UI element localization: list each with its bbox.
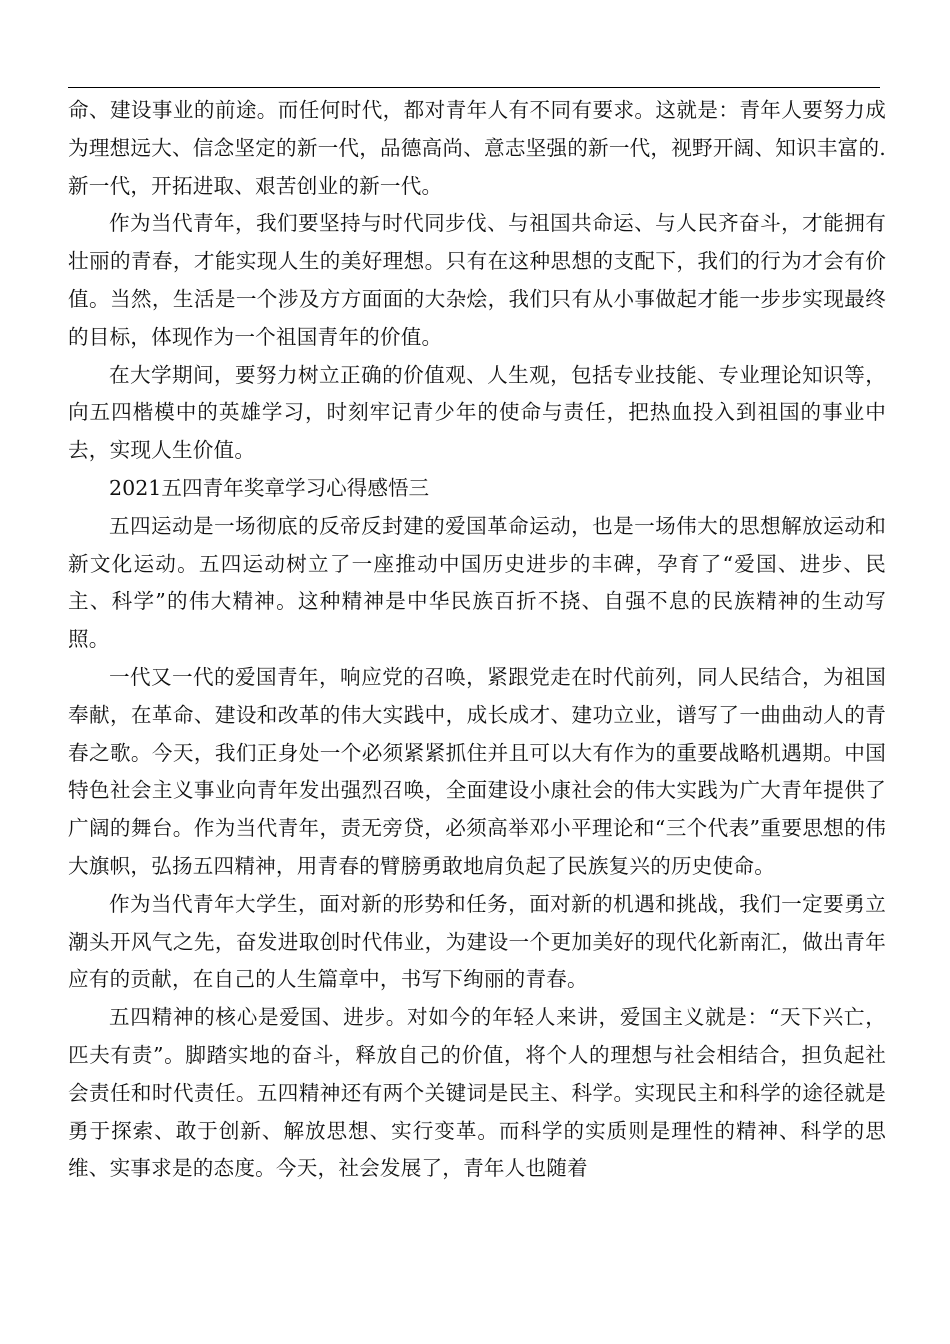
paragraph-contemporary-youth: 作为当代青年，我们要坚持与时代同步伐、与祖国共命运、与人民齐奋斗，才能拥有壮丽的青春，才能实现人生的美好理想。只有在这种思想的支配下，我们的行为才会有价值。当然，生活是一个涉及方方面面的大杂烩，我们只有从小事做起才能一步步实现最终的目标，体现作为一个祖国青年的价值。 (68, 211, 886, 349)
section-heading: 2021五四青年奖章学习心得感悟三 (109, 475, 430, 500)
paragraph-core-spirit: 五四精神的核心是爱国、进步。对如今的年轻人来讲，爱国主义就是：“天下兴亡，匹夫有责”。脚踏实地的奋斗，释放自己的价值，将个人的理想与社会相结合，担负起社会责任和时代责任。五四精神还有两个关键词是民主、科学。实现民主和科学的途径就是勇于探索、敢于创新、解放思想、实行变革。而科学的实质则是理性的精神、科学的思维、实事求是的态度。今天，社会发展了，青年人也随着 (68, 1005, 886, 1181)
paragraph-patriotic-youth: 一代又一代的爱国青年，响应党的召唤，紧跟党走在时代前列，同人民结合，为祖国奉献，在革命、建设和改革的伟大实践中，成长成才、建功立业，谱写了一曲曲动人的青春之歌。今天，我们正身处一个必须紧紧抓住并且可以大有作为的重要战略机遇期。中国特色社会主义事业向青年发出强烈召唤，全面建设小康社会的伟大实践为广大青年提供了广阔的舞台。作为当代青年，责无旁贷，必须高举邓小平理论和“三个代表”重要思想的伟大旗帜，弘扬五四精神，用青春的臂膀勇敢地肩负起了民族复兴的历史使命。 (68, 664, 886, 878)
paragraph-college-students: 作为当代青年大学生，面对新的形势和任务，面对新的机遇和挑战，我们一定要勇立潮头开风气之先，奋发进取创时代伟业，为建设一个更加美好的现代化新南汇，做出青年应有的贡献，在自己的人生篇章中，书写下绚丽的青春。 (68, 891, 886, 992)
header-rule (68, 87, 880, 88)
paragraph-may-fourth-movement: 五四运动是一场彻底的反帝反封建的爱国革命运动，也是一场伟大的思想解放运动和新文化运动。五四运动树立了一座推动中国历史进步的丰碑，孕育了“爱国、进步、民主、科学”的伟大精神。这种精神是中华民族百折不挠、自强不息的民族精神的生动写照。 (68, 513, 886, 652)
paragraph-continuation: 命、建设事业的前途。而任何时代，都对青年人有不同有要求。这就是：青年人要努力成为理想远大、信念坚定的新一代，品德高尚、意志坚强的新一代，视野开阔、知识丰富的.新一代，开拓进取、艰苦创业的新一代。 (68, 98, 886, 198)
paragraph-university-period: 在大学期间，要努力树立正确的价值观、人生观，包括专业技能、专业理论知识等，向五四楷模中的英雄学习，时刻牢记青少年的使命与责任，把热血投入到祖国的事业中去，实现人生价值。 (68, 362, 886, 463)
document-body (68, 92, 886, 1188)
